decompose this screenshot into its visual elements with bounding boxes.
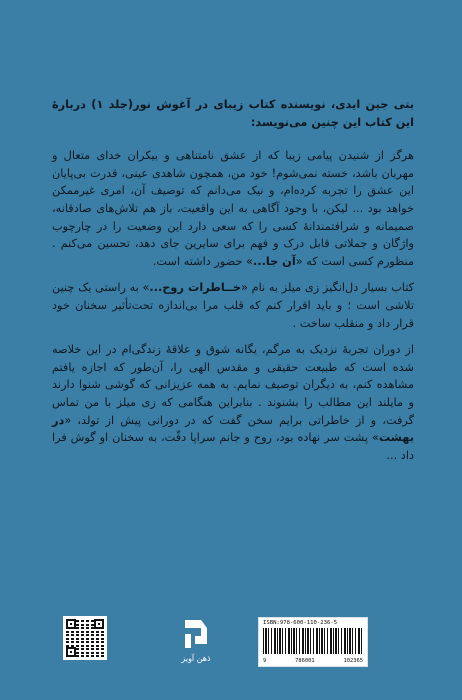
paragraph-3-after: » پشت سر نهاده بود، روح و جانم سراپا دقّت، به سخنان او گوش فرا داد ... xyxy=(52,431,414,462)
barcode-digit-group: 102365 xyxy=(343,658,363,664)
qr-finder-top-left xyxy=(66,619,76,629)
paragraph-1-before: هرگز از شنیدن پیامی زیبا که از عشق نامتناهی و بیکران خدای متعال و مهربان باشد، خسته نمی‌شوم! خود من، همچون شاهدی عینی، قدرت بی‌پایان این عشق را تجربه کرده‌ام، و نیک می‌دانم که توصیف آن، امری غیرممکن خواهد بود ... لیکن، با وجود آگاهی به این واقعیت، باز هم تلاش‌های صادقانه، صمیمانه و شرافتمندانهٔ کسی را که سعی دارد این وضعیت را در چارچوب واژگان و جملاتی قابل درک و فهم برای سایرین جای دهد، تحسین می‌کنم . منظورم کسی است که « xyxy=(52,149,414,268)
qr-finder-bottom-left xyxy=(66,647,76,657)
paragraph-1-after: » حضور داشته است. xyxy=(152,254,253,268)
paragraph-1 xyxy=(52,147,414,270)
barcode xyxy=(258,617,368,667)
paragraph-2 xyxy=(52,279,414,332)
publisher-name: ذهن آویز xyxy=(181,654,211,663)
paragraph-3-emphasis: در بهشت xyxy=(52,413,414,445)
isbn-label: ISBN:978-600-110-236-5 xyxy=(263,620,338,626)
paragraph-2-after: » به راستی یک چنین تلاشی است ؛ و باید اقرار کنم که قلب مرا بی‌اندازه تحت‌تأثیر سخنان خود قرار داد و منقلب ساخت . xyxy=(52,281,414,330)
qr-code xyxy=(63,616,107,660)
qr-pattern xyxy=(66,619,104,657)
paragraph-3-before: از دوران تجربهٔ نزدیک به مرگم، یگانه شوق و علاقهٔ زندگی‌ام در این خلاصه شده است که طبیعت حقیقی و مقدس الهی را، آن‌طور که اجازه یافتم مشاهده کنم، به دیگران توصیف نمایم. به همه عزیزانی که گوشی شنوا دارند و مایلند این مطالب را بشنوند . بنابراین هنگامی که زی میلز با من تماس گرفت، و از خاطراتی برایم سخن گفت که در دورانی پیش از تولد، « xyxy=(52,343,414,427)
cover-text xyxy=(52,96,414,473)
qr-finder-top-right xyxy=(94,619,104,629)
barcode-digit-group: 9 xyxy=(263,658,267,664)
paragraph-1-emphasis: آن جا... xyxy=(252,254,296,268)
publisher-logo-icon xyxy=(181,614,211,654)
barcode-digits xyxy=(263,658,363,664)
paragraph-2-before: کتاب بسیار دل‌انگیز زی میلز به نام « xyxy=(240,281,414,295)
paragraph-3 xyxy=(52,341,414,464)
paragraph-2-emphasis: خــاطرات روح... xyxy=(149,281,241,295)
intro-line: بتی جین ایدی، نویسنده کتاب زیبای در آغوش نور(جلد ۱) دربارهٔ این کتاب این چنین می‌نویسد: xyxy=(52,98,414,129)
barcode-digit-group: 786001 xyxy=(295,658,315,664)
barcode-bars xyxy=(263,628,363,654)
